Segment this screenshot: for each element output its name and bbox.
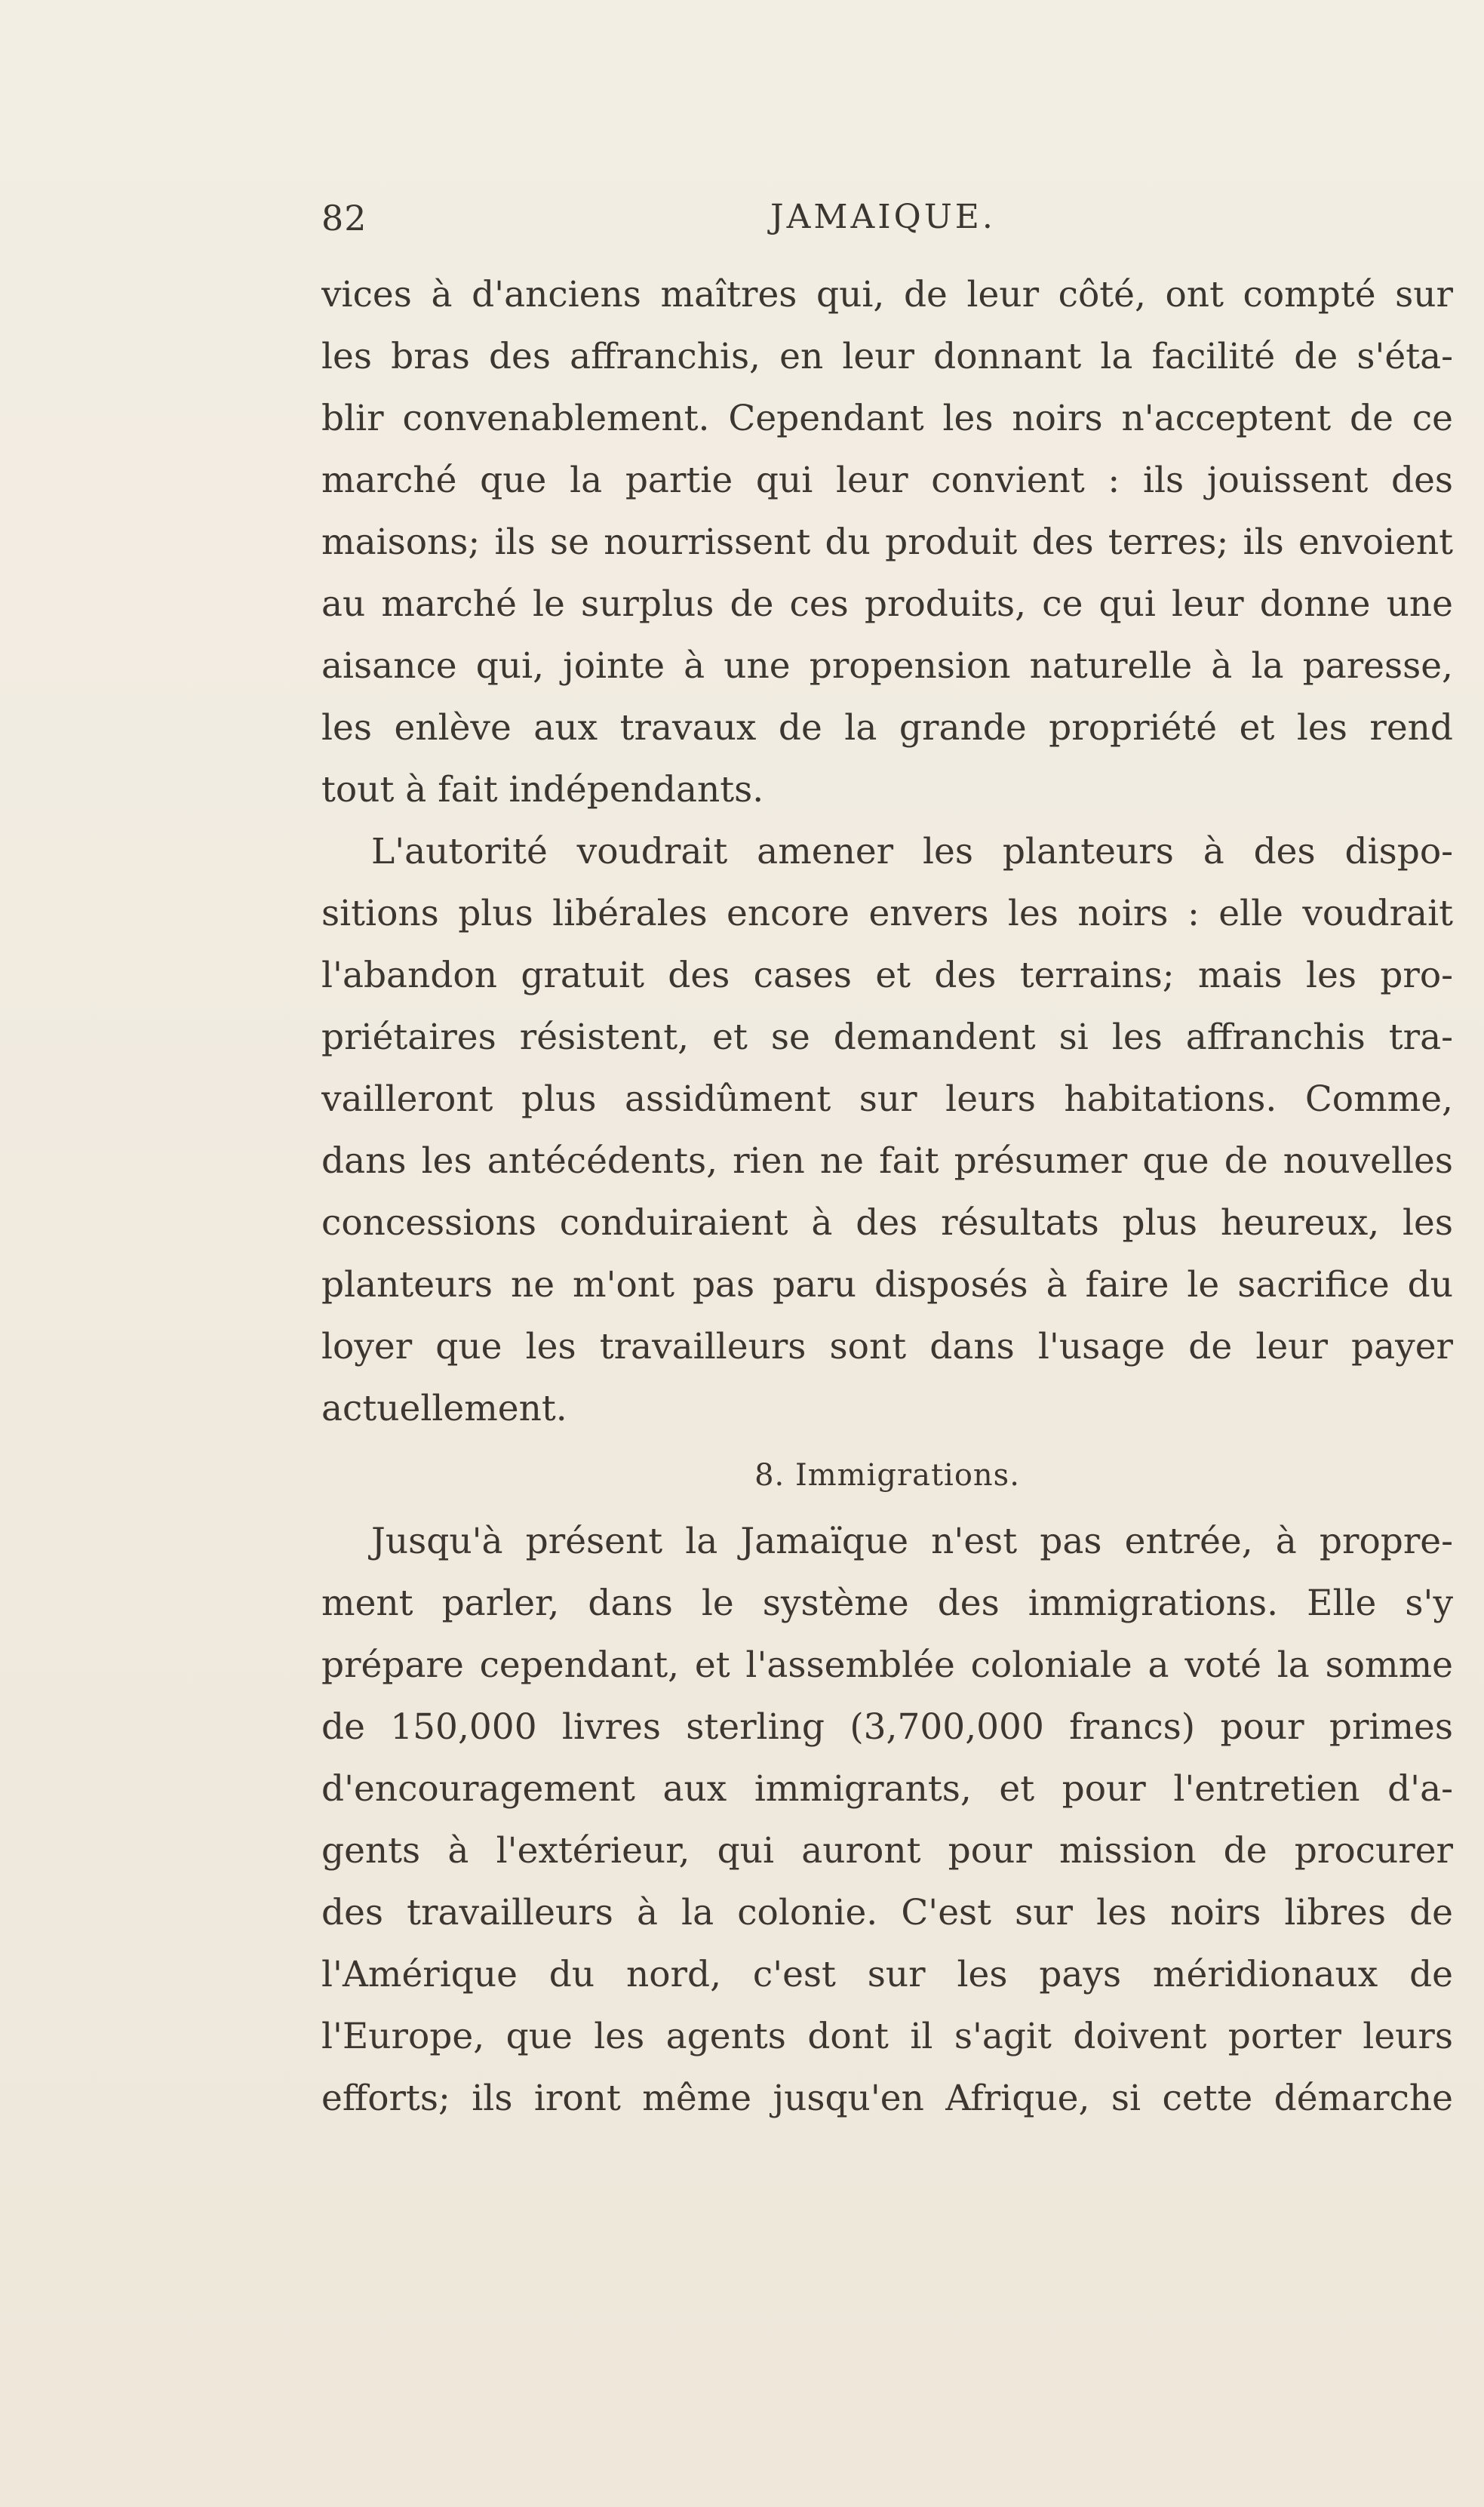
text-line: L'autorité voudrait amener les planteurs à des dispo- bbox=[371, 831, 1453, 872]
running-head: JAMAIQUE. bbox=[770, 198, 996, 236]
text-line: vices à d'anciens maîtres qui, de leur côté, ont compté sur bbox=[321, 274, 1453, 315]
text-line: l'Amérique du nord, c'est sur les pays méridionaux de bbox=[321, 1954, 1453, 1995]
text-line: sitions plus libérales encore envers les noirs : elle voudrait bbox=[321, 893, 1453, 934]
text-line: ment parler, dans le système des immigrations. Elle s'y bbox=[321, 1583, 1453, 1624]
text-line: l'Europe, que les agents dont il s'agit doivent porter leurs bbox=[321, 2016, 1453, 2057]
text-line: des travailleurs à la colonie. C'est sur les noirs libres de bbox=[321, 1892, 1453, 1933]
text-line: les enlève aux travaux de la grande propriété et les rend bbox=[321, 707, 1453, 749]
paragraph-1 bbox=[321, 264, 1453, 821]
text-line: d'encouragement aux immigrants, et pour l'entretien d'a- bbox=[321, 1768, 1453, 1810]
text-line: blir convenablement. Cependant les noirs n'acceptent de ce bbox=[321, 398, 1453, 439]
paragraph-3 bbox=[321, 1511, 1453, 2130]
text-line: aisance qui, jointe à une propension naturelle à la paresse, bbox=[321, 645, 1453, 687]
text-line: l'abandon gratuit des cases et des terrains; mais les pro- bbox=[321, 955, 1453, 996]
body-text bbox=[321, 264, 1453, 2130]
page-number: 82 bbox=[321, 198, 367, 238]
text-line: maisons; ils se nourrissent du produit des terres; ils envoient bbox=[321, 521, 1453, 563]
text-line: planteurs ne m'ont pas paru disposés à faire le sacrifice du bbox=[321, 1264, 1453, 1306]
section-heading: 8. Immigrations. bbox=[754, 1458, 1020, 1493]
text-line: gents à l'extérieur, qui auront pour mission de procurer bbox=[321, 1830, 1453, 1872]
text-line: au marché le surplus de ces produits, ce qui leur donne une bbox=[321, 583, 1453, 625]
page-header bbox=[321, 198, 1453, 258]
text-line: tout à fait indépendants. bbox=[321, 769, 764, 811]
text-line: actuellement. bbox=[321, 1388, 567, 1429]
text-line: les bras des affranchis, en leur donnant la facilité de s'éta- bbox=[321, 336, 1453, 377]
text-line: priétaires résistent, et se demandent si les affranchis tra- bbox=[321, 1017, 1453, 1058]
text-line: Jusqu'à présent la Jamaïque n'est pas entrée, à propre- bbox=[371, 1521, 1453, 1562]
paragraph-2 bbox=[321, 821, 1453, 1440]
text-line: loyer que les travailleurs sont dans l'usage de leur payer bbox=[321, 1326, 1453, 1367]
text-line: de 150,000 livres sterling (3,700,000 francs) pour primes bbox=[321, 1706, 1453, 1748]
text-line: prépare cependant, et l'assemblée coloniale a voté la somme bbox=[321, 1644, 1453, 1686]
text-line: efforts; ils iront même jusqu'en Afrique, si cette démarche bbox=[321, 2078, 1453, 2119]
text-line: vailleront plus assidûment sur leurs habitations. Comme, bbox=[321, 1078, 1453, 1120]
text-line: marché que la partie qui leur convient : ils jouissent des bbox=[321, 460, 1453, 501]
text-line: concessions conduiraient à des résultats plus heureux, les bbox=[321, 1202, 1453, 1244]
text-line: dans les antécédents, rien ne fait présumer que de nouvelles bbox=[321, 1140, 1453, 1182]
